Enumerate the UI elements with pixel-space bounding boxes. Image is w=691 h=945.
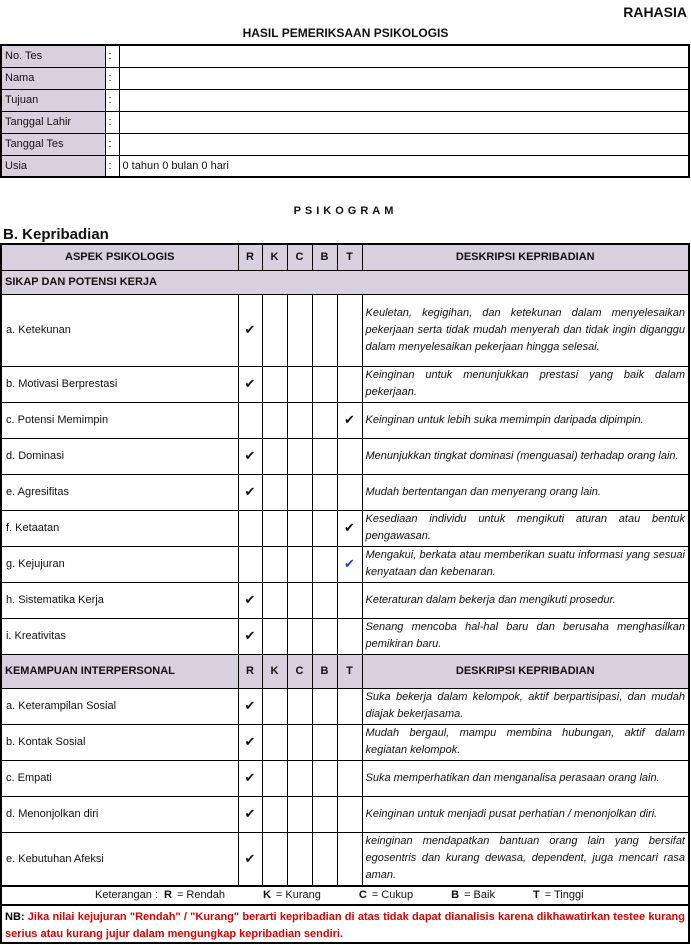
- info-value: [119, 133, 689, 155]
- description: Mengakui, berkata atau memberikan suatu informasi yang sesuai kenyataan dan kebenaran.: [362, 546, 689, 582]
- table-row: [1, 724, 689, 760]
- info-row: [1, 111, 689, 133]
- score-cell-K: [262, 688, 287, 724]
- info-colon: :: [105, 155, 119, 177]
- header-aspek: ASPEK PSIKOLOGIS: [1, 244, 238, 270]
- score-cell-K: [262, 618, 287, 654]
- header-score-B: B: [312, 244, 337, 270]
- legend-value: = Cukup: [371, 888, 414, 901]
- score-cell-T: [337, 796, 362, 832]
- score-cell-C: [287, 582, 312, 618]
- score-cell-B: [312, 832, 337, 886]
- header-desc: DESKRIPSI KEPRIBADIAN: [362, 654, 689, 688]
- score-cell-B: [312, 760, 337, 796]
- info-colon: :: [105, 89, 119, 111]
- table-row: [1, 546, 689, 582]
- header-score-R: R: [238, 244, 262, 270]
- score-cell-C: [287, 688, 312, 724]
- header-score-C: C: [287, 654, 312, 688]
- legend-prefix: Keterangan :: [95, 888, 158, 901]
- table-row: [1, 832, 689, 886]
- header-score-T: T: [337, 244, 362, 270]
- score-cell-K: [262, 796, 287, 832]
- note: [0, 906, 690, 944]
- description: Suka bekerja dalam kelompok, aktif berpartisipasi, dan mudah diajak bekerjasama.: [362, 688, 689, 724]
- table-row: [1, 760, 689, 796]
- score-cell-T: [337, 294, 362, 366]
- score-cell-C: [287, 366, 312, 402]
- aspek-name: i. Kreativitas: [1, 618, 238, 654]
- score-cell-R: [238, 760, 262, 796]
- score-cell-B: [312, 546, 337, 582]
- legend-key: B: [451, 888, 460, 901]
- info-row: [1, 45, 689, 67]
- info-colon: :: [105, 67, 119, 89]
- score-cell-T: [337, 402, 362, 438]
- score-cell-C: [287, 546, 312, 582]
- score-cell-R: [238, 294, 262, 366]
- table-row: [1, 688, 689, 724]
- check-icon: ✔: [244, 734, 256, 749]
- score-cell-C: [287, 724, 312, 760]
- aspek-name: c. Potensi Memimpin: [1, 402, 238, 438]
- score-cell-B: [312, 796, 337, 832]
- score-cell-B: [312, 688, 337, 724]
- legend-key: T: [532, 888, 540, 901]
- info-colon: :: [105, 133, 119, 155]
- legend-value: = Rendah: [176, 888, 225, 901]
- score-cell-C: [287, 796, 312, 832]
- table-row: [1, 510, 689, 546]
- info-label: Usia: [1, 155, 105, 177]
- score-cell-K: [262, 724, 287, 760]
- check-icon: ✔: [244, 322, 256, 337]
- score-cell-R: [238, 832, 262, 886]
- description: Mudah bertentangan dan menyerang orang lain.: [362, 474, 689, 510]
- info-value: 0 tahun 0 bulan 0 hari: [119, 155, 689, 177]
- score-cell-R: [238, 582, 262, 618]
- table-row: [1, 582, 689, 618]
- table-row: [1, 402, 689, 438]
- check-icon: ✔: [244, 484, 256, 499]
- check-icon: ✔: [344, 412, 355, 427]
- header-score-R: R: [238, 654, 262, 688]
- table-row: [1, 796, 689, 832]
- score-cell-R: [238, 366, 262, 402]
- aspek-name: e. Agresifitas: [1, 474, 238, 510]
- score-cell-T: [337, 546, 362, 582]
- info-value: [119, 67, 689, 89]
- score-cell-K: [262, 366, 287, 402]
- description: Keteraturan dalam bekerja dan mengikuti prosedur.: [362, 582, 689, 618]
- description: Mudah bergaul, mampu membina hubungan, aktif dalam kegiatan kelompok.: [362, 724, 689, 760]
- table-row: [1, 294, 689, 366]
- score-cell-T: [337, 760, 362, 796]
- info-colon: :: [105, 111, 119, 133]
- score-cell-K: [262, 832, 287, 886]
- score-cell-T: [337, 618, 362, 654]
- header-score-K: K: [262, 244, 287, 270]
- score-cell-K: [262, 582, 287, 618]
- score-cell-R: [238, 688, 262, 724]
- score-cell-K: [262, 546, 287, 582]
- aspek-name: b. Motivasi Berprestasi: [1, 366, 238, 402]
- aspek-name: d. Menonjolkan diri: [1, 796, 238, 832]
- score-cell-C: [287, 832, 312, 886]
- aspek-name: a. Keterampilan Sosial: [1, 688, 238, 724]
- score-cell-C: [287, 760, 312, 796]
- info-label: Tujuan: [1, 89, 105, 111]
- score-cell-T: [337, 510, 362, 546]
- score-cell-C: [287, 510, 312, 546]
- check-icon: ✔: [244, 770, 256, 785]
- description: Menunjukkan tingkat dominasi (menguasai) terhadap orang lain.: [362, 438, 689, 474]
- score-cell-C: [287, 438, 312, 474]
- score-cell-R: [238, 724, 262, 760]
- score-cell-R: [238, 546, 262, 582]
- info-row: [1, 133, 689, 155]
- check-icon: ✔: [244, 850, 256, 866]
- aspek-name: f. Ketaatan: [1, 510, 238, 546]
- description: Keinginan untuk menjadi pusat perhatian / menonjolkan diri.: [362, 796, 689, 832]
- description: Senang mencoba hal-hal baru dan berusaha menghasilkan pemikiran baru.: [362, 618, 689, 654]
- check-icon: ✔: [244, 698, 256, 713]
- header-score-K: K: [262, 654, 287, 688]
- score-cell-C: [287, 402, 312, 438]
- info-value: [119, 111, 689, 133]
- score-cell-B: [312, 402, 337, 438]
- score-cell-K: [262, 474, 287, 510]
- check-icon: ✔: [344, 556, 355, 571]
- aspek-name: b. Kontak Sosial: [1, 724, 238, 760]
- header-score-B: B: [312, 654, 337, 688]
- score-cell-T: [337, 582, 362, 618]
- header-score-C: C: [287, 244, 312, 270]
- legend-key: K: [262, 888, 271, 901]
- table-row: [1, 474, 689, 510]
- score-cell-K: [262, 510, 287, 546]
- score-cell-B: [312, 294, 337, 366]
- legend-value: = Tinggi: [544, 888, 584, 901]
- score-cell-K: [262, 402, 287, 438]
- score-cell-T: [337, 832, 362, 886]
- psikogram-heading: PSIKOGRAM: [293, 205, 398, 217]
- check-icon: ✔: [244, 448, 256, 463]
- score-cell-C: [287, 474, 312, 510]
- description: Suka memperhatikan dan menganalisa perasaan orang lain.: [362, 760, 689, 796]
- info-label: No. Tes: [1, 45, 105, 67]
- score-cell-R: [238, 474, 262, 510]
- score-cell-B: [312, 474, 337, 510]
- note-label: NB:: [5, 911, 25, 923]
- check-icon: ✔: [244, 806, 256, 821]
- score-cell-T: [337, 438, 362, 474]
- info-colon: :: [105, 45, 119, 67]
- score-cell-T: [337, 688, 362, 724]
- legend-value: = Baik: [464, 888, 495, 901]
- description: keinginan mendapatkan bantuan orang lain yang bersifat egosentris dan kurang dewasa, dependent, juga mencari rasa aman.: [362, 832, 689, 886]
- aspek-name: a. Ketekunan: [1, 294, 238, 366]
- check-icon: ✔: [244, 592, 256, 607]
- aspek-name: c. Empati: [1, 760, 238, 796]
- score-cell-R: [238, 796, 262, 832]
- info-label: Tanggal Lahir: [1, 111, 105, 133]
- info-row: [1, 89, 689, 111]
- score-cell-B: [312, 438, 337, 474]
- description: Kesediaan individu untuk mengikuti aturan atau bentuk pengawasan.: [362, 510, 689, 546]
- legend-value: = Kurang: [275, 888, 321, 901]
- score-cell-B: [312, 510, 337, 546]
- score-cell-R: [238, 402, 262, 438]
- aspek-name: h. Sistematika Kerja: [1, 582, 238, 618]
- aspek-name: g. Kejujuran: [1, 546, 238, 582]
- table-row: [1, 618, 689, 654]
- group-name: KEMAMPUAN INTERPERSONAL: [1, 654, 238, 688]
- table-row: [1, 438, 689, 474]
- check-icon: ✔: [244, 628, 256, 643]
- check-icon: ✔: [244, 376, 256, 391]
- score-cell-C: [287, 294, 312, 366]
- score-cell-C: [287, 618, 312, 654]
- confidential-label: RAHASIA: [623, 4, 687, 20]
- score-cell-R: [238, 438, 262, 474]
- aspek-name: d. Dominasi: [1, 438, 238, 474]
- info-row: [1, 67, 689, 89]
- group-header: [1, 654, 689, 688]
- score-cell-B: [312, 618, 337, 654]
- description: Keinginan untuk menunjukkan prestasi yang baik dalam pekerjaan.: [362, 366, 689, 402]
- header-desc: DESKRIPSI KEPRIBADIAN: [362, 244, 689, 270]
- score-cell-R: [238, 510, 262, 546]
- info-value: [119, 89, 689, 111]
- document-title: HASIL PEMERIKSAAN PSIKOLOGIS: [242, 26, 449, 40]
- table-row: [1, 366, 689, 402]
- identity-table: [0, 44, 690, 178]
- note-text: Jika nilai kejujuran "Rendah" / "Kurang" berarti kepribadian di atas tidak dapat dianalisis karena dikhawatirkan testee kurang serius atau kurang jujur dalam mengungkap kepribadian sendiri.: [5, 911, 685, 940]
- table-header: [1, 244, 689, 270]
- check-icon: ✔: [344, 520, 355, 535]
- score-cell-T: [337, 474, 362, 510]
- score-cell-K: [262, 438, 287, 474]
- info-label: Tanggal Tes: [1, 133, 105, 155]
- score-cell-B: [312, 582, 337, 618]
- psikogram-table: [0, 243, 690, 887]
- score-cell-B: [312, 724, 337, 760]
- score-cell-T: [337, 366, 362, 402]
- group-header: [1, 270, 689, 294]
- group-name: SIKAP DAN POTENSI KERJA: [1, 270, 689, 294]
- section-title: B. Kepribadian: [3, 226, 109, 243]
- score-cell-K: [262, 294, 287, 366]
- score-cell-K: [262, 760, 287, 796]
- score-cell-R: [238, 618, 262, 654]
- description: Keuletan, kegigihan, dan ketekunan dalam menyelesaikan pekerjaan serta tidak mudah menyerah dan tidak ingin diganggu dalam menyelesaikan pekerjaan hingga selesai.: [362, 294, 689, 366]
- score-cell-T: [337, 724, 362, 760]
- info-row: [1, 155, 689, 177]
- description: Keinginan untuk lebih suka memimpin daripada dipimpin.: [362, 402, 689, 438]
- score-cell-B: [312, 366, 337, 402]
- legend-key: C: [358, 888, 367, 901]
- info-label: Nama: [1, 67, 105, 89]
- aspek-name: e. Kebutuhan Afeksi: [1, 832, 238, 886]
- legend-key: R: [164, 888, 172, 901]
- legend: [0, 885, 690, 906]
- header-score-T: T: [337, 654, 362, 688]
- info-value: [119, 45, 689, 67]
